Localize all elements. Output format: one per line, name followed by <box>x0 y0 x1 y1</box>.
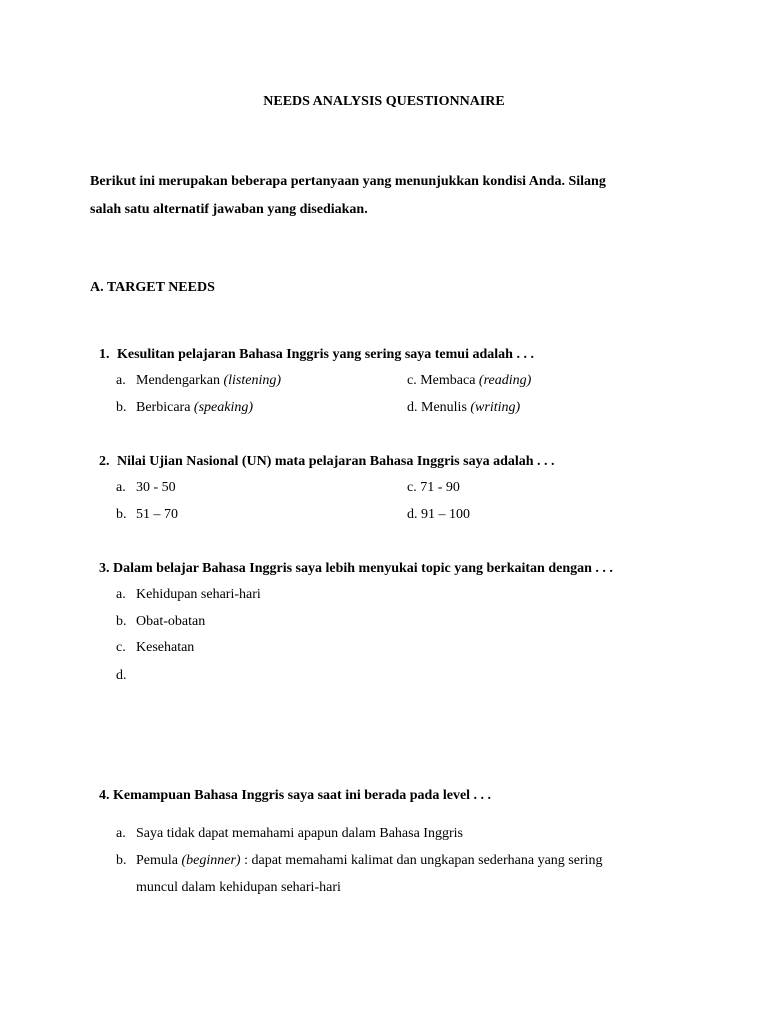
option-letter: c. <box>407 480 417 495</box>
question-number: 1. <box>99 347 110 362</box>
option-text: 91 – 100 <box>421 507 470 522</box>
q2-option-c <box>407 479 460 497</box>
option-letter: b. <box>116 507 127 522</box>
question-text: Kesulitan pelajaran Bahasa Inggris yang sering saya temui adalah . . . <box>117 347 534 362</box>
option-text: Saya tidak dapat memahami apapun dalam Bahasa Inggris <box>136 826 463 841</box>
question-2 <box>99 453 555 471</box>
option-letter: b. <box>116 853 127 868</box>
q3-option-d <box>116 667 136 685</box>
q1-option-b <box>116 399 253 417</box>
option-letter: d. <box>407 507 418 522</box>
option-letter: c. <box>116 640 126 655</box>
option-letter: a. <box>116 480 126 495</box>
option-text: 30 - 50 <box>136 480 176 495</box>
option-letter: b. <box>116 614 127 629</box>
q2-option-d <box>407 506 470 524</box>
q1-option-a <box>116 372 281 390</box>
option-text: Pemula <box>136 853 182 868</box>
option-text: Obat-obatan <box>136 614 206 629</box>
option-note: (speaking) <box>193 400 254 415</box>
question-1 <box>99 346 534 364</box>
option-text: 51 – 70 <box>136 507 178 522</box>
section-heading-target-needs: A. TARGET NEEDS <box>90 280 215 295</box>
q3-option-c <box>116 639 194 657</box>
q2-option-b <box>116 506 178 524</box>
q4-option-b-continued: muncul dalam kehidupan sehari-hari <box>136 880 341 895</box>
intro-line-2: salah satu alternatif jawaban yang disediakan. <box>90 202 368 217</box>
option-text: 71 - 90 <box>420 480 460 495</box>
option-letter: c. <box>407 373 417 388</box>
question-4: 4. Kemampuan Bahasa Inggris saya saat ini berada pada level . . . <box>99 788 492 803</box>
option-text: Berbicara <box>136 400 194 415</box>
question-text: Nilai Ujian Nasional (UN) mata pelajaran Bahasa Inggris saya adalah . . . <box>117 454 555 469</box>
q4-option-b <box>116 852 603 870</box>
q3-option-b <box>116 613 205 631</box>
option-text-rest: : dapat memahami kalimat dan ungkapan sederhana yang sering <box>240 853 603 868</box>
q1-option-d <box>407 399 520 417</box>
option-letter: a. <box>116 373 126 388</box>
intro-line-1: Berikut ini merupakan beberapa pertanyaan yang menunjukkan kondisi Anda. Silang <box>90 174 606 189</box>
q4-option-a <box>116 825 463 843</box>
option-text: Kehidupan sehari-hari <box>136 587 261 602</box>
q3-option-a <box>116 586 261 604</box>
option-note: (reading) <box>478 373 532 388</box>
question-number: 2. <box>99 454 110 469</box>
option-letter: a. <box>116 826 126 841</box>
option-text: Membaca <box>420 373 479 388</box>
option-letter: d. <box>116 668 127 683</box>
option-letter: b. <box>116 400 127 415</box>
question-3: 3. Dalam belajar Bahasa Inggris saya lebih menyukai topic yang berkaitan dengan . . . <box>99 561 613 576</box>
option-letter: d. <box>407 400 418 415</box>
option-text: Menulis <box>421 400 471 415</box>
option-note: (listening) <box>223 373 282 388</box>
option-text: Mendengarkan <box>136 373 224 388</box>
option-text: Kesehatan <box>136 640 195 655</box>
document-title: NEEDS ANALYSIS QUESTIONNAIRE <box>263 94 505 109</box>
q1-option-c <box>407 372 531 390</box>
q2-option-a <box>116 479 176 497</box>
option-note: (beginner) <box>181 853 241 868</box>
option-note: (writing) <box>470 400 521 415</box>
option-letter: a. <box>116 587 126 602</box>
